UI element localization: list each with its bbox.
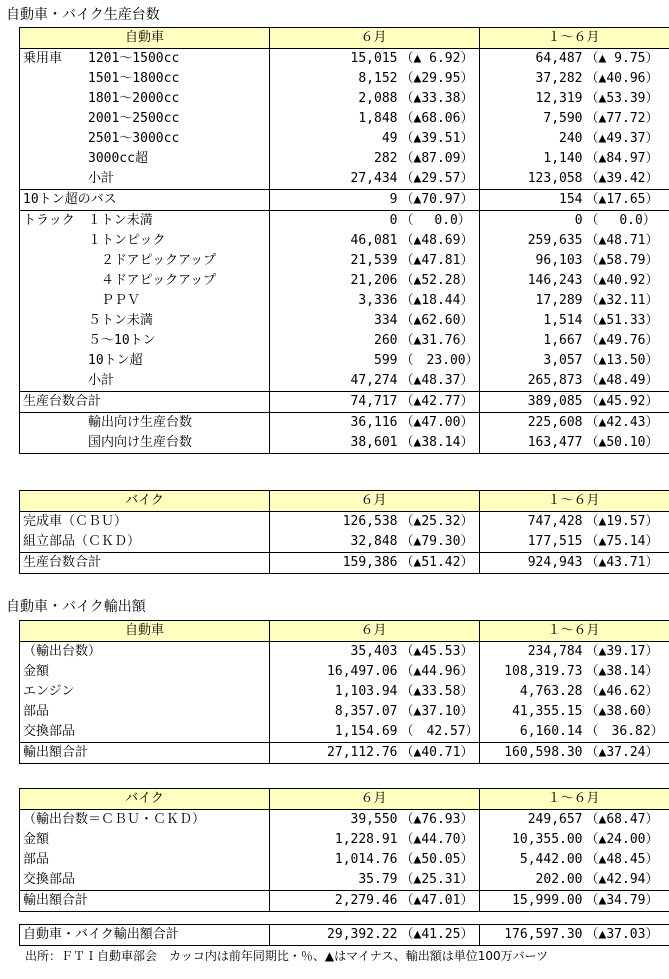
ytd-pct: （▲84.97） [585, 149, 669, 169]
june-value: 2,088 [358, 91, 398, 106]
ytd-pct: （▲34.79） [585, 891, 669, 912]
june-pct: （▲31.76） [400, 331, 480, 351]
june-value: 47,274 [350, 373, 398, 388]
table-row [20, 662, 669, 682]
ytd-pct: （ 0.0） [585, 211, 669, 232]
row-label: 2001～2500cc [20, 109, 270, 129]
table-row [20, 553, 669, 574]
june-pct: （▲79.30） [400, 532, 480, 553]
june-pct: （▲29.95） [400, 69, 480, 89]
table-row [20, 231, 669, 251]
june-value: 35,403 [350, 644, 398, 659]
table-row [20, 722, 669, 743]
table-row [20, 682, 669, 702]
june-value: 599 [374, 353, 398, 368]
june-value: 1,228.91 [334, 832, 398, 847]
ytd-pct: （▲46.62） [585, 682, 669, 702]
ytd-pct: （▲45.92） [585, 392, 669, 413]
june-pct: （▲40.71） [400, 743, 480, 764]
ytd-value: 3,057 [543, 353, 583, 368]
row-label: 国内向け生産台数 [20, 433, 270, 454]
ytd-value: 202.00 [535, 872, 583, 887]
table-row [20, 109, 669, 129]
ytd-value: 265,873 [527, 373, 583, 388]
ytd-pct: （▲50.10） [585, 433, 669, 454]
header-category: バイク [20, 491, 270, 512]
ytd-value: 154 [480, 190, 585, 211]
ytd-pct: （▲58.79） [585, 251, 669, 271]
june-value: 159,386 [270, 553, 400, 574]
ytd-pct: （▲48.71） [585, 231, 669, 251]
june-pct: （ 23.00） [400, 351, 480, 371]
row-label: 金額 [20, 662, 270, 682]
june-value: 46,081 [350, 233, 398, 248]
row-label: 乗用車 1201～1500cc [20, 49, 270, 70]
june-pct: （▲18.44） [400, 291, 480, 311]
table-row [20, 702, 669, 722]
ytd-pct: （▲37.24） [585, 743, 669, 764]
row-label: （輸出台数） [20, 642, 270, 663]
row-label: 小計 [20, 169, 270, 190]
ytd-value: 160,598.30 [480, 743, 585, 764]
june-pct: （▲68.06） [400, 109, 480, 129]
ytd-pct: （▲ 9.75） [585, 49, 669, 70]
table-row [20, 351, 669, 371]
ytd-value: 15,999.00 [480, 891, 585, 912]
june-pct: （▲25.31） [400, 870, 480, 891]
june-value: 8,357.07 [334, 704, 398, 719]
table-row [20, 743, 669, 764]
table-row [20, 169, 669, 190]
june-pct: （ 0.0） [400, 211, 480, 232]
ytd-value: 96,103 [535, 253, 583, 268]
ytd-value: 259,635 [527, 233, 583, 248]
ytd-value: 225,608 [480, 413, 585, 434]
ytd-pct: （▲49.37） [585, 129, 669, 149]
ytd-pct: （▲51.33） [585, 311, 669, 331]
row-label: 金額 [20, 830, 270, 850]
june-value: 21,206 [350, 273, 398, 288]
header-june: ６月 [270, 621, 480, 642]
june-pct: （▲50.05） [400, 850, 480, 870]
ytd-value: 1,140 [543, 151, 583, 166]
header-jan-jun: １～６月 [480, 28, 669, 49]
june-pct: （▲41.25） [400, 925, 480, 946]
june-value: 38,601 [270, 433, 400, 454]
table-row [20, 810, 669, 831]
table-row [20, 870, 669, 891]
june-pct: （▲39.51） [400, 129, 480, 149]
ytd-pct: （▲32.11） [585, 291, 669, 311]
row-label: 自動車・バイク輸出額合計 [20, 925, 270, 946]
june-value: 39,550 [350, 812, 398, 827]
row-label: 生産台数合計 [20, 392, 270, 413]
june-value: 8,152 [358, 71, 398, 86]
table-row [20, 149, 669, 169]
ytd-value: 5,442.00 [519, 852, 583, 867]
june-pct: （▲25.32） [400, 512, 480, 533]
header-jan-jun: １～６月 [480, 491, 669, 512]
ytd-value: 1,514 [543, 313, 583, 328]
header-june: ６月 [270, 789, 480, 810]
ytd-value: 17,289 [535, 293, 583, 308]
table-row [20, 69, 669, 89]
row-label: 1801～2000cc [20, 89, 270, 109]
table-row [20, 532, 669, 553]
row-label: 輸出向け生産台数 [20, 413, 270, 434]
june-pct: （▲62.60） [400, 311, 480, 331]
table-row [20, 271, 669, 291]
row-label: 組立部品（ＣＫＤ） [20, 532, 270, 553]
table-row [20, 251, 669, 271]
june-value: 2,279.46 [270, 891, 400, 912]
table-row [20, 89, 669, 109]
ytd-pct: （▲17.65） [585, 190, 669, 211]
june-value: 1,154.69 [334, 724, 398, 739]
june-pct: （▲42.77） [400, 392, 480, 413]
row-label: 部品 [20, 850, 270, 870]
table-header-row [20, 28, 669, 49]
table-row [20, 413, 669, 434]
table-row [20, 512, 669, 533]
row-label: 輸出額合計 [20, 743, 270, 764]
june-value: 260 [374, 333, 398, 348]
table-header-row [20, 621, 669, 642]
ytd-pct: （▲75.14） [585, 532, 669, 553]
data-table-4 [19, 924, 669, 946]
ytd-pct: （▲48.45） [585, 850, 669, 870]
june-pct: （▲87.09） [400, 149, 480, 169]
june-pct: （▲33.58） [400, 682, 480, 702]
row-label: 1501～1800cc [20, 69, 270, 89]
production-title: 自動車・バイク生産台数 [6, 7, 160, 23]
ytd-pct: （▲68.47） [585, 810, 669, 831]
ytd-value: 234,784 [527, 644, 583, 659]
june-value: 15,015 [350, 51, 398, 66]
data-table-1 [19, 490, 669, 574]
ytd-value: 37,282 [535, 71, 583, 86]
export-title: 自動車・バイク輸出額 [6, 599, 146, 615]
ytd-pct: （▲37.03） [585, 925, 669, 946]
table-row [20, 49, 669, 70]
row-label: 10トン超 [20, 351, 270, 371]
ytd-value: 249,657 [527, 812, 583, 827]
header-jan-jun: １～６月 [480, 789, 669, 810]
june-pct: （▲48.37） [400, 371, 480, 392]
ytd-pct: （▲40.92） [585, 271, 669, 291]
june-pct: （ 42.57） [400, 722, 480, 743]
ytd-pct: （▲39.42） [585, 169, 669, 190]
ytd-pct: （▲39.17） [585, 642, 669, 663]
june-pct: （▲ 6.92） [400, 49, 480, 70]
ytd-pct: （▲53.39） [585, 89, 669, 109]
ytd-value: 6,160.14 [519, 724, 583, 739]
data-table-2 [19, 620, 669, 764]
ytd-pct: （ 36.82） [585, 722, 669, 743]
row-label: 2501～3000cc [20, 129, 270, 149]
row-label: ＰＰＶ [20, 291, 270, 311]
ytd-pct: （▲77.72） [585, 109, 669, 129]
june-pct: （▲52.28） [400, 271, 480, 291]
june-value: 0 [270, 211, 400, 232]
june-value: 126,538 [342, 514, 398, 529]
ytd-pct: （▲42.94） [585, 870, 669, 891]
row-label: 生産台数合計 [20, 553, 270, 574]
ytd-value: 176,597.30 [480, 925, 585, 946]
data-table-0 [19, 27, 669, 454]
table-row [20, 311, 669, 331]
june-value: 1,848 [358, 111, 398, 126]
table-row [20, 190, 669, 211]
june-pct: （▲47.00） [400, 413, 480, 434]
header-category: バイク [20, 789, 270, 810]
row-label: 小計 [20, 371, 270, 392]
ytd-value: 747,428 [527, 514, 583, 529]
header-june: ６月 [270, 491, 480, 512]
june-pct: （▲29.57） [400, 169, 480, 190]
june-value: 334 [374, 313, 398, 328]
ytd-pct: （▲43.71） [585, 553, 669, 574]
june-value: 29,392.22 [270, 925, 400, 946]
ytd-pct: （▲24.00） [585, 830, 669, 850]
table-row [20, 433, 669, 454]
data-table-3 [19, 788, 669, 912]
june-value: 1,103.94 [334, 684, 398, 699]
june-pct: （▲48.69） [400, 231, 480, 251]
row-label: （輸出台数＝ＣＢＵ・ＣＫＤ） [20, 810, 270, 831]
table-row [20, 371, 669, 392]
row-label: １トンピック [20, 231, 270, 251]
source-note: 出所：ＦＴＩ自動車部会 カッコ内は前年同期比・％、▲はマイナス、輸出額は単位100万バーツ [25, 949, 549, 963]
row-label: ５～10トン [20, 331, 270, 351]
ytd-value: 240 [559, 131, 583, 146]
ytd-value: 163,477 [480, 433, 585, 454]
table-header-row [20, 789, 669, 810]
june-value: 1,014.76 [334, 852, 398, 867]
ytd-value: 4,763.28 [519, 684, 583, 699]
june-value: 27,112.76 [270, 743, 400, 764]
june-value: 3,336 [358, 293, 398, 308]
table-row [20, 291, 669, 311]
row-label: 10トン超のバス [20, 190, 270, 211]
june-value: 9 [270, 190, 400, 211]
row-label: トラック １トン未満 [20, 211, 270, 232]
row-label: ４ドアピックアップ [20, 271, 270, 291]
june-value: 27,434 [350, 171, 398, 186]
june-value: 74,717 [270, 392, 400, 413]
ytd-pct: （▲13.50） [585, 351, 669, 371]
ytd-value: 1,667 [543, 333, 583, 348]
ytd-value: 10,355.00 [512, 832, 583, 847]
june-value: 36,116 [270, 413, 400, 434]
table-header-row [20, 491, 669, 512]
table-row [20, 392, 669, 413]
ytd-value: 123,058 [527, 171, 583, 186]
ytd-value: 64,487 [535, 51, 583, 66]
table-row [20, 891, 669, 912]
row-label: エンジン [20, 682, 270, 702]
ytd-value: 12,319 [535, 91, 583, 106]
ytd-pct: （▲42.43） [585, 413, 669, 434]
ytd-value: 146,243 [527, 273, 583, 288]
row-label: 交換部品 [20, 722, 270, 743]
june-value: 21,539 [350, 253, 398, 268]
header-category: 自動車 [20, 621, 270, 642]
ytd-value: 0 [480, 211, 585, 232]
row-label: 完成車（ＣＢＵ） [20, 512, 270, 533]
june-pct: （▲33.38） [400, 89, 480, 109]
june-value: 282 [374, 151, 398, 166]
june-value: 32,848 [350, 534, 398, 549]
ytd-pct: （▲38.60） [585, 702, 669, 722]
june-pct: （▲70.97） [400, 190, 480, 211]
table-row [20, 331, 669, 351]
table-row [20, 925, 669, 946]
june-pct: （▲38.14） [400, 433, 480, 454]
ytd-value: 389,085 [480, 392, 585, 413]
ytd-value: 177,515 [527, 534, 583, 549]
row-label: 3000cc超 [20, 149, 270, 169]
header-june: ６月 [270, 28, 480, 49]
header-category: 自動車 [20, 28, 270, 49]
ytd-pct: （▲40.96） [585, 69, 669, 89]
june-pct: （▲37.10） [400, 702, 480, 722]
table-row [20, 830, 669, 850]
june-value: 16,497.06 [327, 664, 398, 679]
ytd-value: 41,355.15 [512, 704, 583, 719]
table-row [20, 850, 669, 870]
june-pct: （▲45.53） [400, 642, 480, 663]
table-row [20, 642, 669, 663]
june-pct: （▲44.96） [400, 662, 480, 682]
june-value: 49 [381, 131, 398, 146]
ytd-pct: （▲49.76） [585, 331, 669, 351]
ytd-value: 7,590 [543, 111, 583, 126]
ytd-pct: （▲19.57） [585, 512, 669, 533]
june-pct: （▲47.01） [400, 891, 480, 912]
row-label: 部品 [20, 702, 270, 722]
table-row [20, 129, 669, 149]
june-pct: （▲47.81） [400, 251, 480, 271]
row-label: 交換部品 [20, 870, 270, 891]
table-row [20, 211, 669, 232]
row-label: ５トン未満 [20, 311, 270, 331]
ytd-value: 108,319.73 [504, 664, 583, 679]
june-pct: （▲51.42） [400, 553, 480, 574]
header-jan-jun: １～６月 [480, 621, 669, 642]
june-value: 35.79 [358, 872, 398, 887]
ytd-value: 924,943 [480, 553, 585, 574]
ytd-pct: （▲38.14） [585, 662, 669, 682]
june-pct: （▲44.70） [400, 830, 480, 850]
ytd-pct: （▲48.49） [585, 371, 669, 392]
row-label: 輸出額合計 [20, 891, 270, 912]
row-label: ２ドアピックアップ [20, 251, 270, 271]
june-pct: （▲76.93） [400, 810, 480, 831]
